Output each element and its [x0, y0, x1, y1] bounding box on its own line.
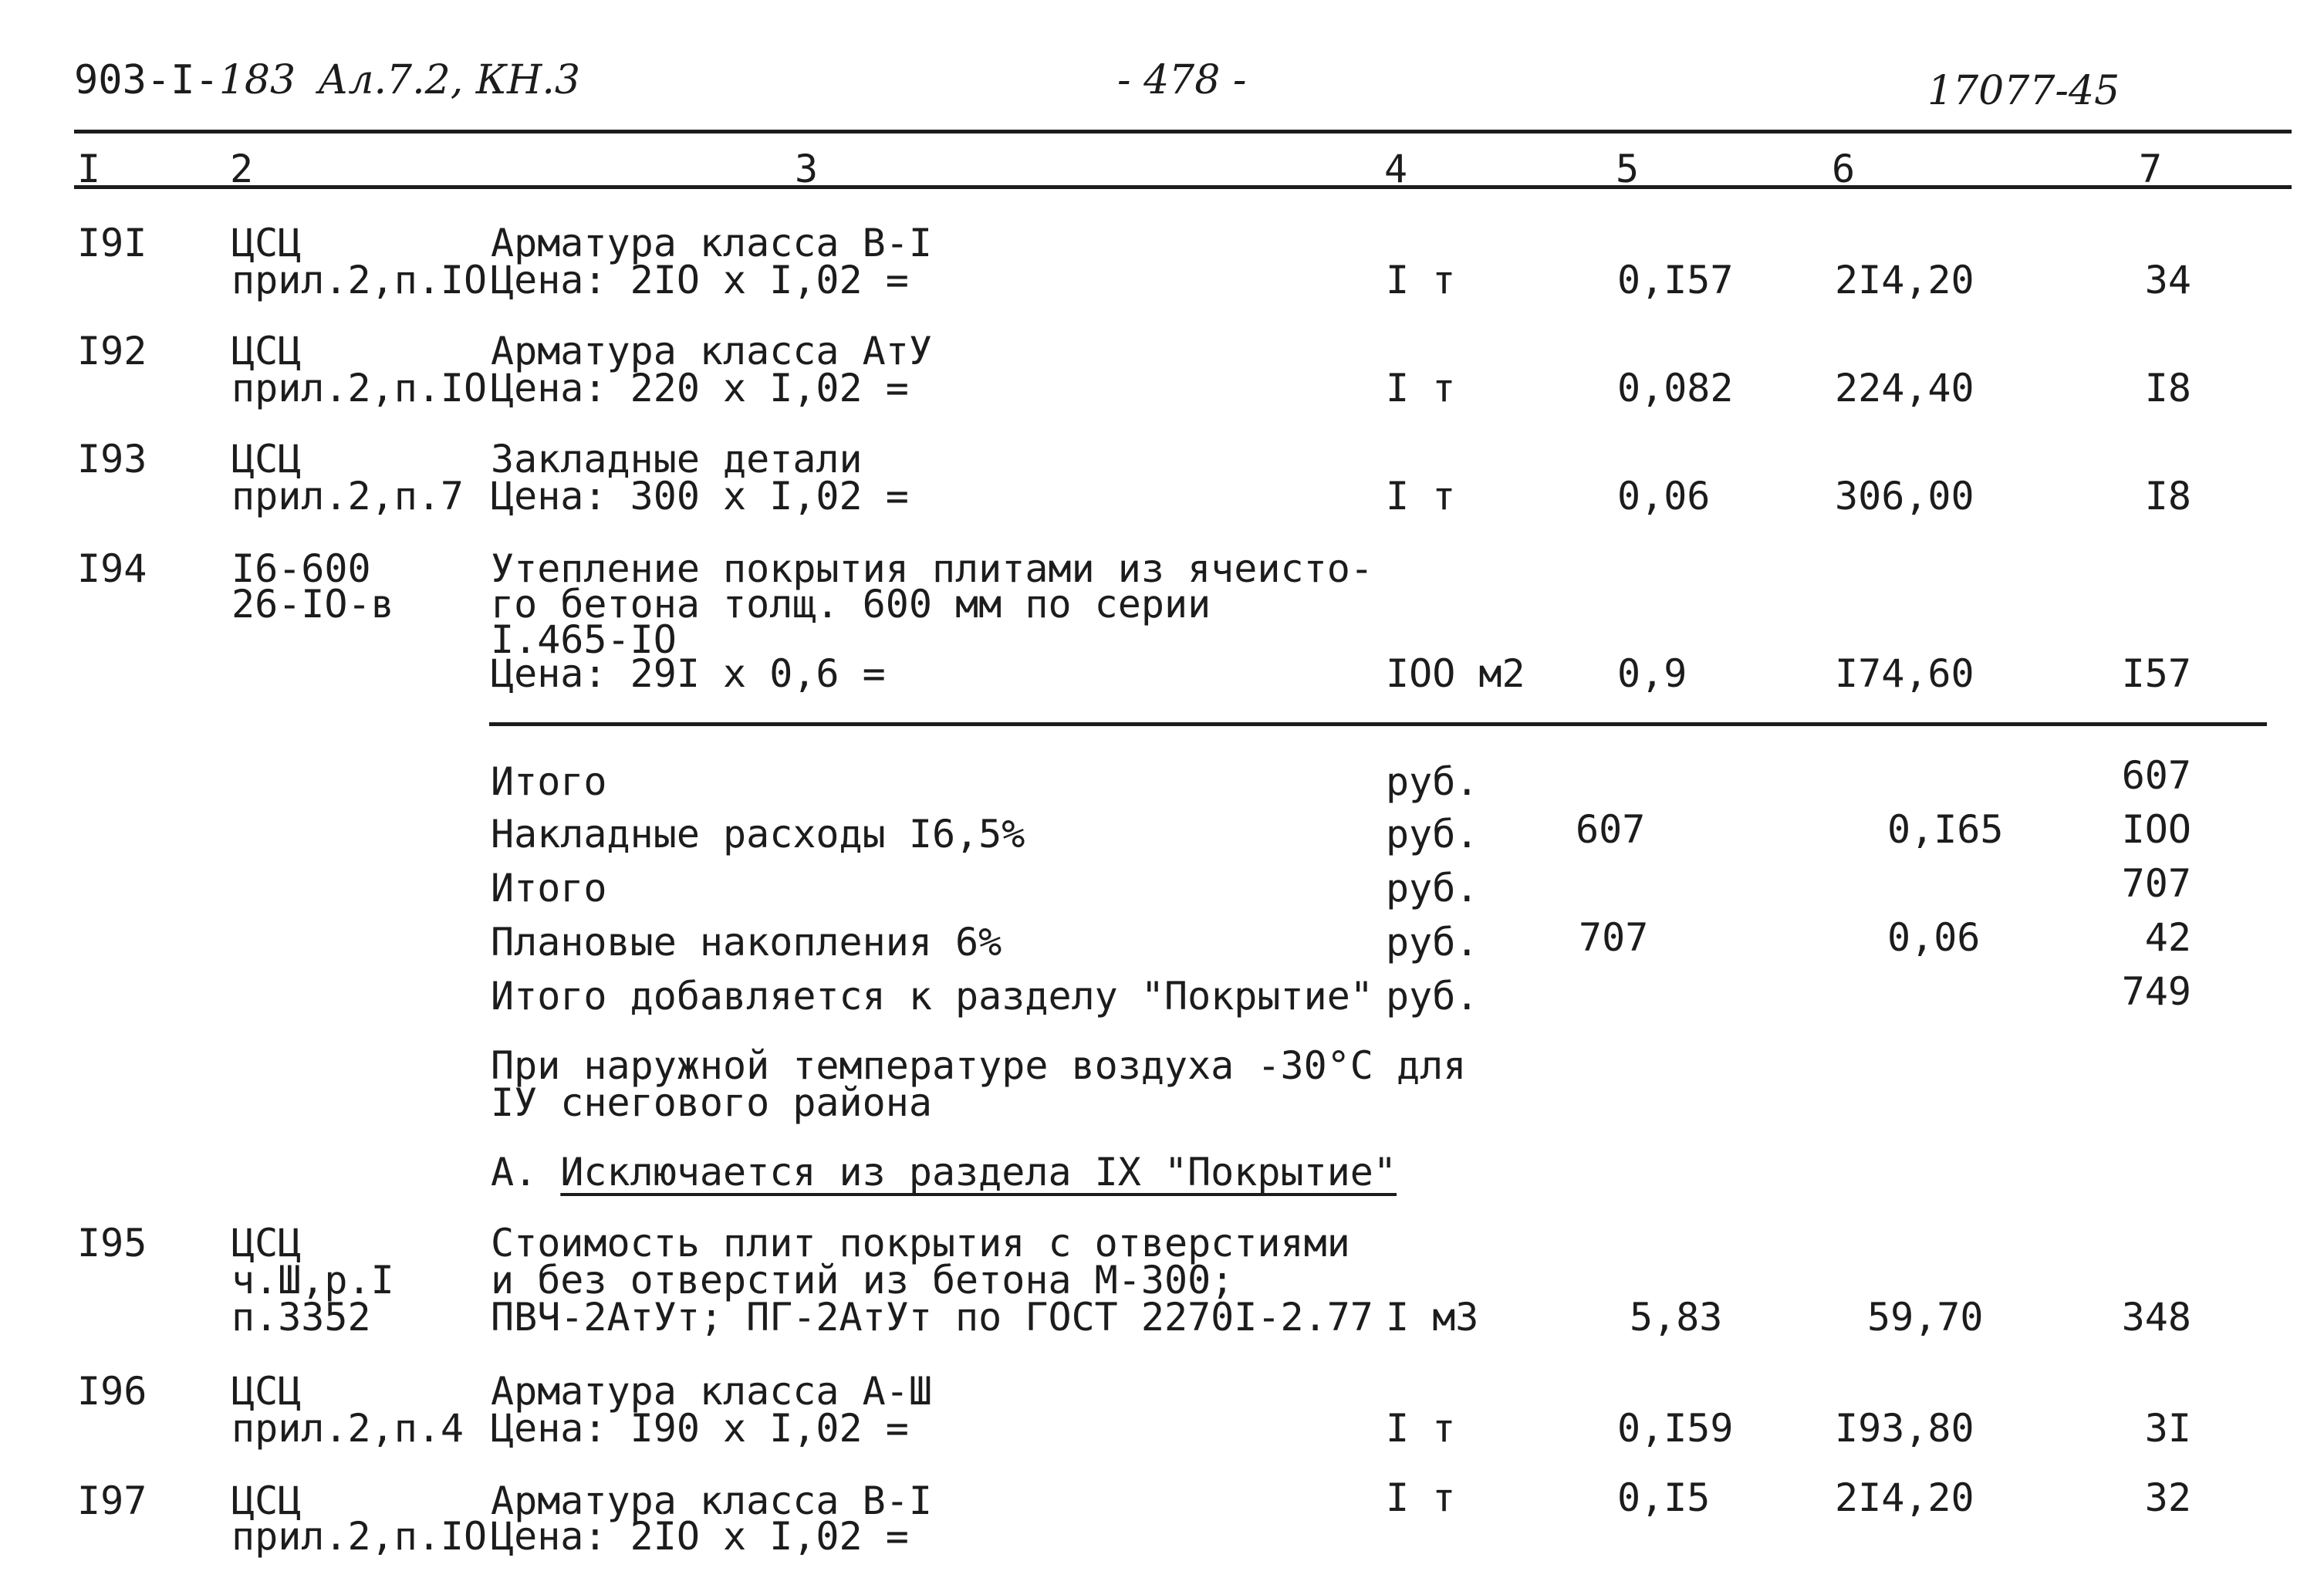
summary-total: IOO	[2121, 807, 2191, 852]
row-quantity: 0,I59	[1617, 1406, 1734, 1451]
summary-total: 707	[2121, 861, 2191, 906]
row-description: Цена: 220 x I,02 =	[491, 366, 909, 411]
summary-label: Итого	[491, 759, 607, 804]
document-code-prefix: 903-I-	[74, 57, 219, 103]
row-quantity: 5,83	[1630, 1295, 1723, 1340]
row-number: I9I	[77, 221, 147, 265]
summary-unit: руб.	[1386, 812, 1479, 857]
summary-label: Плановые накопления 6%	[491, 920, 1002, 965]
column-heading-5: 5	[1616, 147, 1640, 191]
row-description: го бетона толщ. 600 мм по серии	[491, 582, 1211, 627]
row-description: и без отверстий из бетона М-300;	[491, 1258, 1235, 1303]
summary-label: Итого добавляется к разделу "Покрытие"	[491, 974, 1373, 1019]
row-price: 2I4,20	[1835, 1475, 1974, 1520]
row-description: Арматура класса АтУ	[491, 329, 932, 373]
row-description: Цена: 300 x I,02 =	[491, 474, 909, 519]
summary-unit: руб.	[1386, 920, 1479, 965]
summary-unit: руб.	[1386, 759, 1479, 804]
row-description: Арматура класса В-I	[491, 221, 932, 265]
column-heading-2: 2	[230, 147, 254, 191]
row-description: Стоимость плит покрытия с отверстиями	[491, 1221, 1350, 1266]
row-total: I8	[2144, 474, 2191, 519]
row-total: 32	[2144, 1475, 2191, 1520]
column-heading-3: 3	[795, 147, 819, 191]
row-source: ЦСЦ	[231, 329, 302, 373]
row-source: прил.2,п.4	[231, 1406, 464, 1451]
row-total: 3I	[2144, 1406, 2191, 1451]
row-total: I57	[2121, 651, 2191, 696]
row-description: Утепление покрытия плитами из ячеисто-	[491, 546, 1373, 591]
summary-unit: руб.	[1386, 866, 1479, 911]
row-total: I8	[2144, 366, 2191, 411]
row-description: ПВЧ-2АтУт; ПГ-2АтУт по ГОСТ 2270I-2.77	[491, 1295, 1373, 1340]
row-source: прил.2,п.IO	[231, 258, 488, 302]
row-unit: I т	[1386, 1406, 1456, 1451]
row-price: 224,40	[1835, 366, 1974, 411]
album-reference: Ал.7.2, КН.3	[318, 57, 580, 103]
column-heading-4: 4	[1384, 147, 1408, 191]
row-number: I93	[77, 437, 147, 482]
row-price: I74,60	[1835, 651, 1974, 696]
column-heading-1: I	[77, 147, 101, 191]
row-description: Арматура класса В-I	[491, 1478, 932, 1523]
row-quantity: 0,I5	[1617, 1475, 1711, 1520]
row-source: ЦСЦ	[231, 1221, 302, 1266]
row-source: ЦСЦ	[231, 1478, 302, 1523]
row-source: ЦСЦ	[231, 221, 302, 265]
summary-rate: 0,06	[1887, 915, 1981, 960]
row-source: прил.2,п.IO	[231, 1514, 488, 1559]
row-number: I92	[77, 329, 147, 373]
row-quantity: 0,I57	[1617, 258, 1734, 302]
row-source: ЦСЦ	[231, 1369, 302, 1414]
row-price: 59,70	[1867, 1295, 1984, 1340]
section-heading	[491, 1150, 1397, 1195]
section-heading-prefix: А.	[491, 1150, 561, 1195]
page-number: - 478 -	[1117, 57, 1247, 103]
row-source: ч.Ш,р.I	[231, 1258, 394, 1303]
summary-label: Итого	[491, 866, 607, 911]
summary-total: 749	[2121, 969, 2191, 1014]
archive-number: 17077-45	[1927, 68, 2120, 114]
row-description: Цена: 2IO x I,02 =	[491, 1514, 909, 1559]
row-source: п.3352	[231, 1295, 371, 1340]
row-quantity: 0,082	[1617, 366, 1734, 411]
row-source: прил.2,п.IO	[231, 366, 488, 411]
summary-total: 607	[2121, 753, 2191, 798]
column-heading-6: 6	[1832, 147, 1856, 191]
row-price: I93,80	[1835, 1406, 1974, 1451]
summary-label: Накладные расходы I6,5%	[491, 812, 1025, 857]
row-source: ЦСЦ	[231, 437, 302, 482]
document-code-handwritten: 183	[218, 57, 296, 103]
conditions-note: IУ снегового района	[491, 1080, 932, 1125]
section-heading-text: Исключается из раздела IX "Покрытие"	[560, 1150, 1397, 1195]
summary-rule	[489, 722, 2267, 726]
row-description: Цена: I90 x I,02 =	[491, 1406, 909, 1451]
row-price: 2I4,20	[1835, 258, 1974, 302]
row-unit: I т	[1386, 474, 1456, 519]
row-total: 348	[2121, 1295, 2191, 1340]
row-unit: I т	[1386, 1475, 1456, 1520]
row-source: 26-IO-в	[231, 582, 394, 627]
row-source: I6-600	[231, 546, 371, 591]
header-rule-bottom	[74, 185, 2292, 189]
row-unit: I м3	[1386, 1295, 1479, 1340]
row-description: I.465-IO	[491, 617, 677, 662]
summary-base: 607	[1576, 807, 1646, 852]
row-source: прил.2,п.7	[231, 474, 464, 519]
summary-total: 42	[2144, 915, 2191, 960]
column-heading-7: 7	[2139, 147, 2163, 191]
summary-rate: 0,I65	[1887, 807, 2004, 852]
row-price: 306,00	[1835, 474, 1974, 519]
row-description: Арматура класса А-Ш	[491, 1369, 932, 1414]
row-unit: IOO м2	[1386, 651, 1525, 696]
row-total: 34	[2144, 258, 2191, 302]
header-rule-top	[74, 130, 2292, 133]
row-description: Цена: 29I x 0,6 =	[491, 651, 886, 696]
row-description: Цена: 2IO x I,02 =	[491, 258, 909, 302]
summary-base: 707	[1579, 915, 1649, 960]
conditions-note: При наружной температуре воздуха -30°С для	[491, 1043, 1467, 1088]
row-description: Закладные детали	[491, 437, 863, 482]
document-code	[74, 57, 296, 103]
row-quantity: 0,06	[1617, 474, 1711, 519]
row-number: I96	[77, 1369, 147, 1414]
row-number: I95	[77, 1221, 147, 1266]
row-quantity: 0,9	[1617, 651, 1687, 696]
row-unit: I т	[1386, 366, 1456, 411]
row-unit: I т	[1386, 258, 1456, 302]
summary-unit: руб.	[1386, 974, 1479, 1019]
row-number: I97	[77, 1478, 147, 1523]
row-number: I94	[77, 546, 147, 591]
